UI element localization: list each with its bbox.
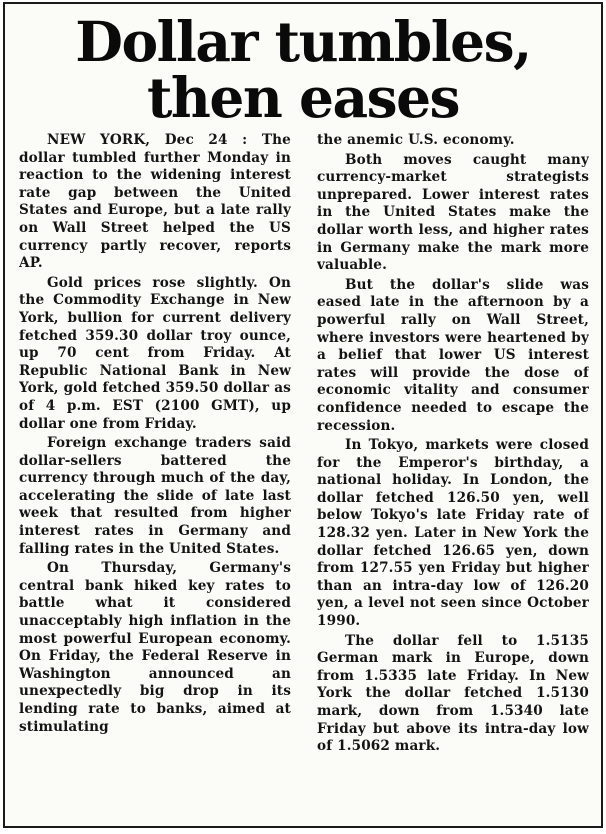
- headline: [5, 4, 601, 130]
- paragraph-wall-street: But the dollar's slide was eased late in the afternoon by a powerful rally on Wall Street, where investors were heartened by a belief that lower US interest rates will provide the dose of economic vitality and consumer confidence needed to escape the recession.: [317, 276, 589, 434]
- paragraph-tokyo: In Tokyo, markets were closed for the Emperor's birthday, a national holiday. In London, the dollar fetched 126.50 yen, well below Tokyo's late Friday rate of 128.32 yen. Later in New York the dollar fetched 126.65 yen, down from 127.55 yen Friday but higher than an intra-day low of 126.20 yen, a level not seen since October 1990.: [317, 437, 589, 630]
- paragraph-both-moves: Both moves caught many currency-market strategists unprepared. Lower interest rates in the United States make the dollar worth less, and higher rates in Germany make the mark more valuable.: [317, 151, 589, 274]
- headline-line-2: then eases: [146, 65, 460, 130]
- paragraph-german-mark: The dollar fell to 1.5135 German mark in Europe, down from 1.5335 late Friday. In New York the dollar fetched 1.5130 mark, down from 1.5340 late Friday but above its intra-day low of 1.5062 mark.: [317, 632, 589, 755]
- paragraph-exchange-traders: Foreign exchange traders said dollar-sellers battered the currency through much of the day, accelerating the slide of late last week that resulted from higher interest rates in Germany and falling rates in the United States.: [19, 435, 291, 557]
- newspaper-clipping: [3, 2, 603, 828]
- headline-line-1: Dollar tumbles,: [75, 9, 531, 74]
- right-column: [317, 132, 589, 822]
- paragraph-continuation: the anemic U.S. economy.: [317, 132, 515, 148]
- paragraph-dateline: NEW YORK, Dec 24 : The dollar tumbled further Monday in reaction to the widening interest rate gap between the United States and Europe, but a late rally on Wall Street helped the US currency partly recover, reports AP.: [19, 132, 291, 272]
- left-column: [19, 132, 291, 822]
- paragraph-thursday: On Thursday, Germany's central bank hiked key rates to battle what it considered unacceptably high inflation in the most powerful European economy. On Friday, the Federal Reserve in Washington announced an unexpectedly big drop in its lending rate to banks, aimed at stimulating: [19, 560, 291, 735]
- paragraph-gold-prices: Gold prices rose slightly. On the Commodity Exchange in New York, bullion for current delivery fetched 359.30 dollar troy ounce, up 70 cent from Friday. At Republic National Bank in New York, gold fetched 359.50 dollar as of 4 p.m. EST (2100 GMT), up dollar one from Friday.: [19, 274, 291, 432]
- article-body: [19, 132, 589, 822]
